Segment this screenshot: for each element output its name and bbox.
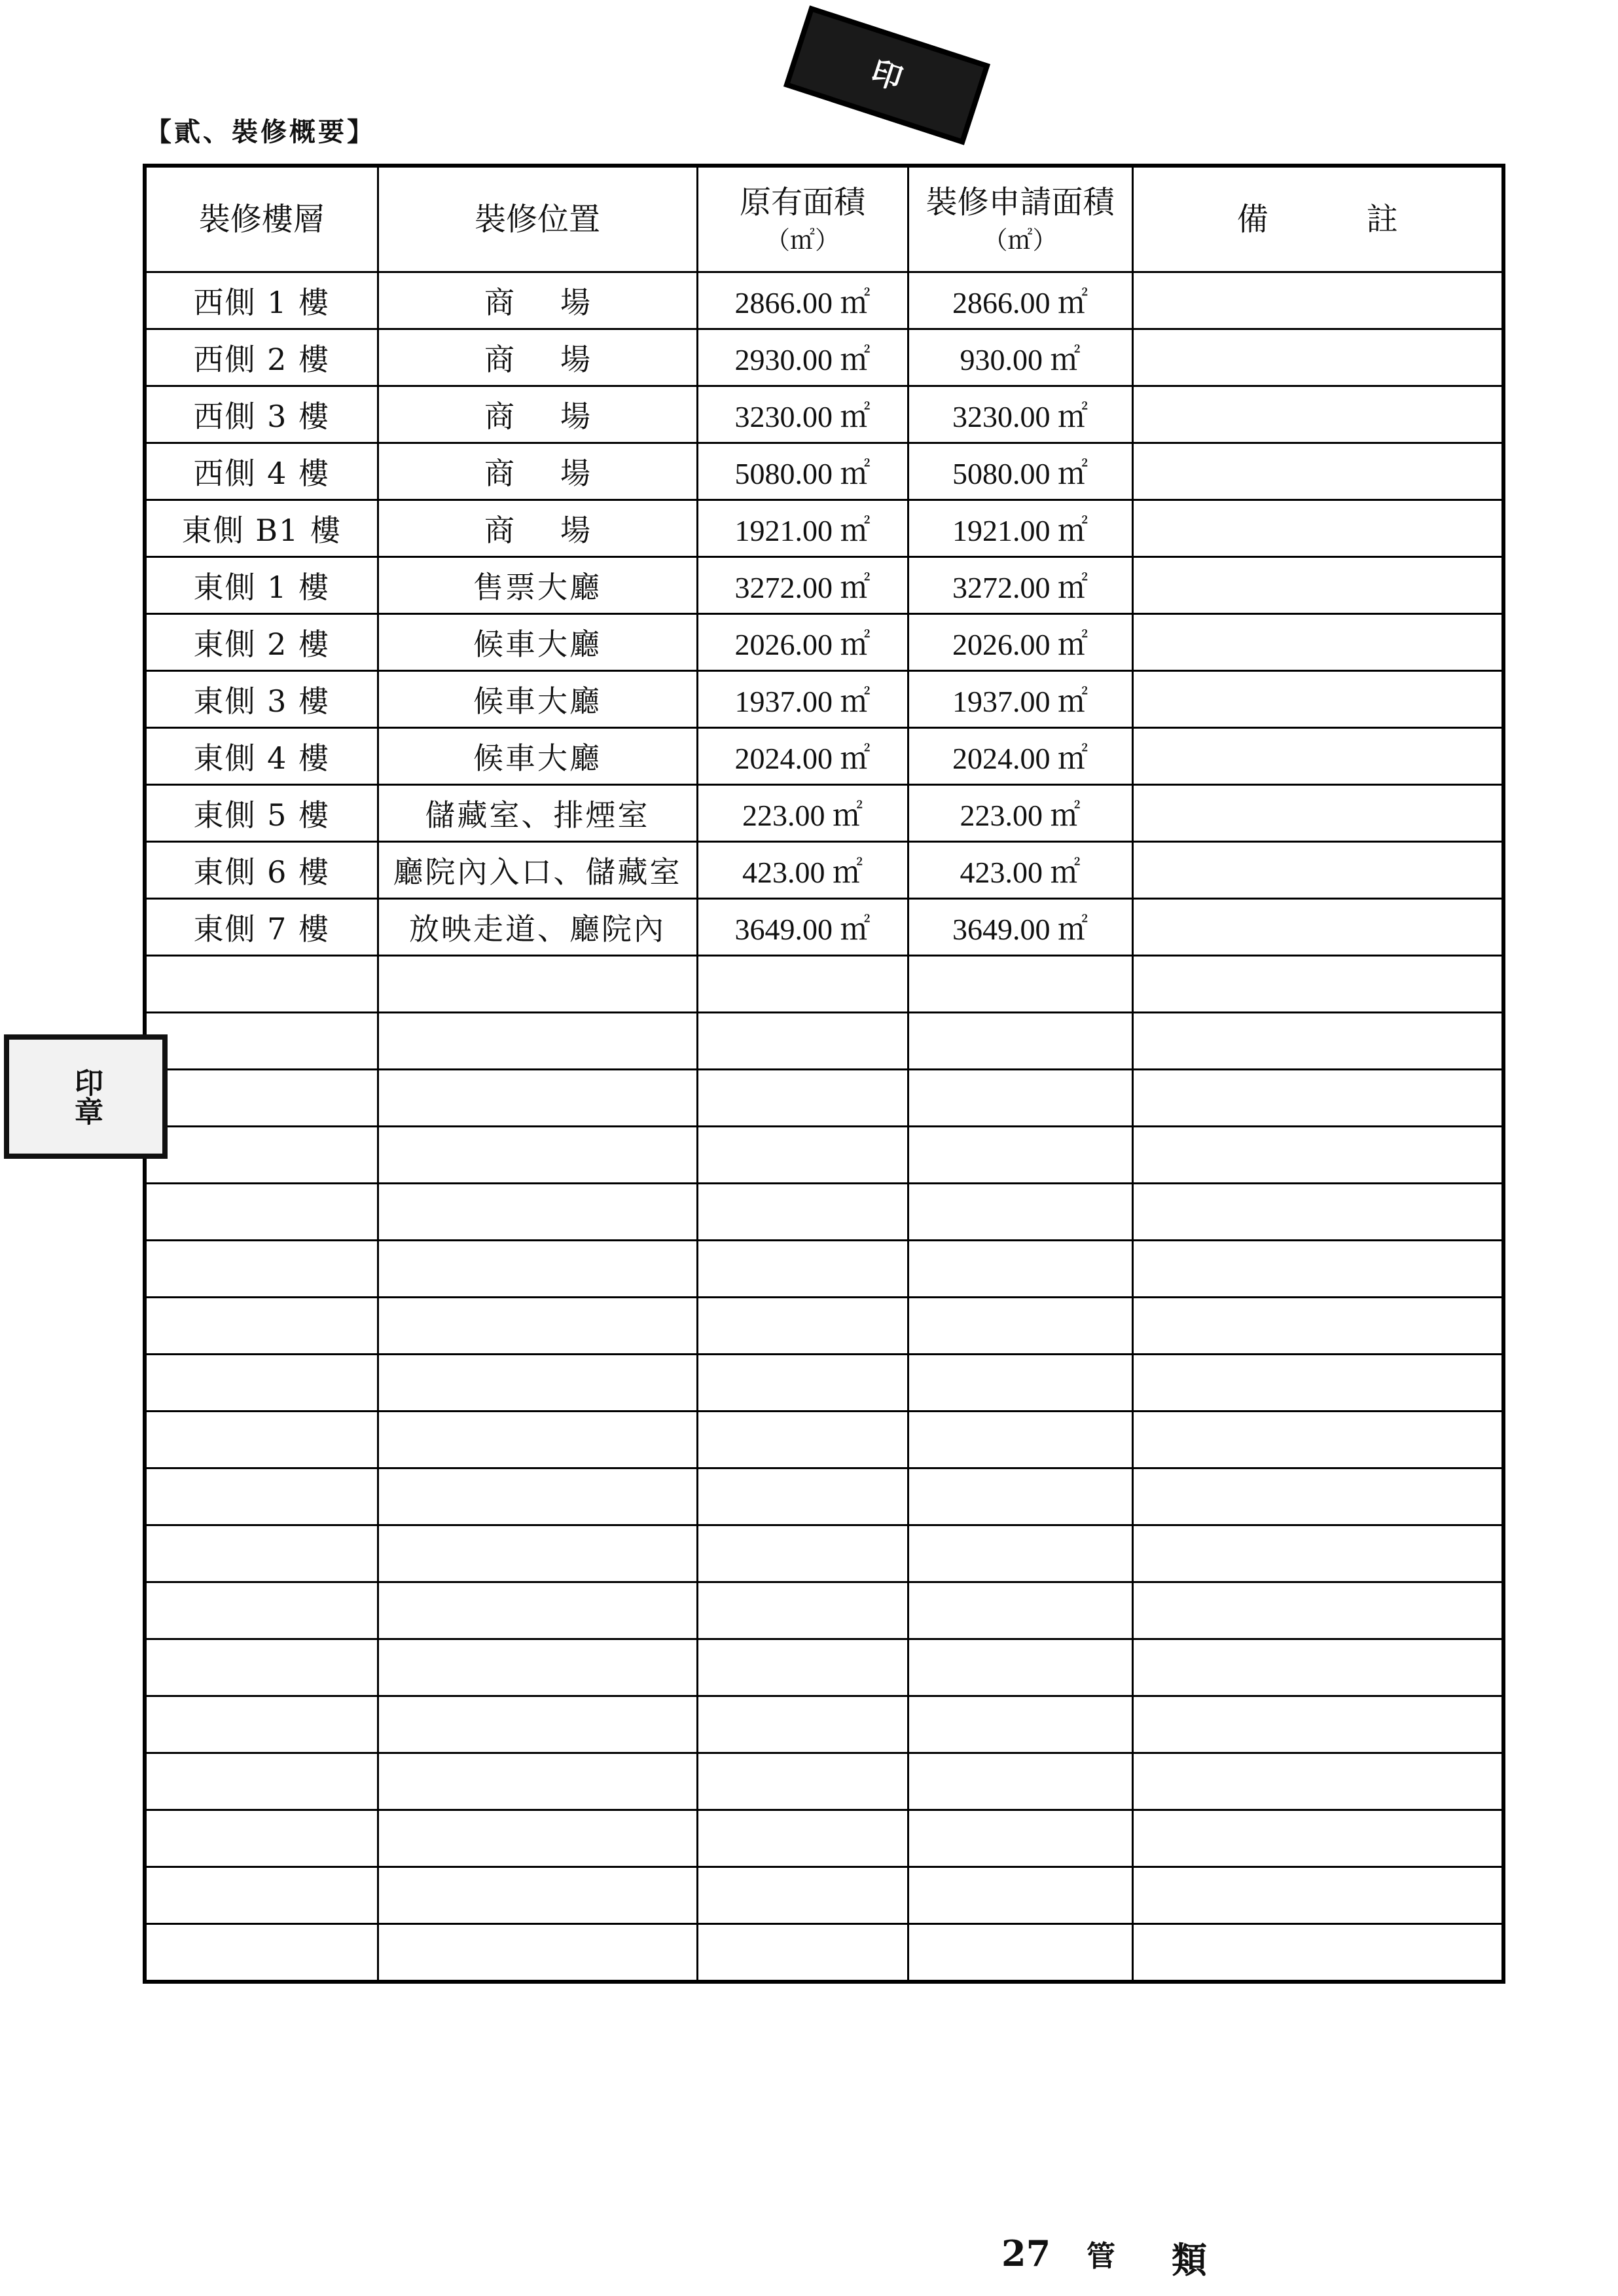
empty-cell [1132, 1696, 1503, 1753]
empty-cell [1132, 1924, 1503, 1982]
empty-cell [378, 956, 697, 1013]
table-row [145, 899, 1503, 956]
cell-location: 售票大廳 [378, 557, 697, 614]
empty-cell [908, 1127, 1132, 1184]
cell-floor: 東側 3 樓 [145, 671, 378, 728]
cell-note [1132, 671, 1503, 728]
empty-cell [378, 1867, 697, 1924]
cell-floor: 西側 3 樓 [145, 386, 378, 443]
cell-note [1132, 842, 1503, 899]
cell-applied-area: 1937.00 ㎡ [908, 671, 1132, 728]
empty-cell [1132, 1412, 1503, 1468]
cell-note [1132, 329, 1503, 386]
cell-location: 放映走道、廳院內 [378, 899, 697, 956]
empty-cell [1132, 1582, 1503, 1639]
cell-original-area: 1921.00 ㎡ [697, 500, 908, 557]
official-seal-left: 印章 [4, 1034, 168, 1159]
empty-cell [697, 1867, 908, 1924]
empty-cell [145, 956, 378, 1013]
empty-cell [378, 1184, 697, 1241]
cell-note [1132, 614, 1503, 671]
empty-cell [145, 1013, 378, 1070]
empty-cell [145, 1924, 378, 1982]
cell-location: 商場 [378, 500, 697, 557]
cell-note [1132, 728, 1503, 785]
table-row [145, 671, 1503, 728]
empty-cell [697, 1924, 908, 1982]
empty-cell [1132, 1127, 1503, 1184]
empty-table-row [145, 1810, 1503, 1867]
empty-cell [378, 1013, 697, 1070]
empty-cell [145, 1412, 378, 1468]
empty-cell [145, 1867, 378, 1924]
empty-cell [908, 1753, 1132, 1810]
cell-original-area: 423.00 ㎡ [697, 842, 908, 899]
cell-original-area: 2024.00 ㎡ [697, 728, 908, 785]
empty-cell [1132, 956, 1503, 1013]
table-row [145, 329, 1503, 386]
cell-location: 儲藏室、排煙室 [378, 785, 697, 842]
empty-cell [697, 1696, 908, 1753]
empty-cell [145, 1525, 378, 1582]
empty-cell [1132, 1070, 1503, 1127]
empty-cell [378, 1753, 697, 1810]
cell-original-area: 3272.00 ㎡ [697, 557, 908, 614]
empty-cell [378, 1810, 697, 1867]
empty-cell [908, 1184, 1132, 1241]
footer-mark-management: 管 [1087, 2240, 1115, 2273]
cell-floor: 東側 B1 樓 [145, 500, 378, 557]
empty-cell [145, 1070, 378, 1127]
page-number: 27 [1001, 2232, 1051, 2274]
cell-note [1132, 272, 1503, 329]
header-applied-area [908, 166, 1132, 272]
empty-cell [378, 1525, 697, 1582]
empty-cell [1132, 1810, 1503, 1867]
empty-cell [908, 1070, 1132, 1127]
cell-note [1132, 785, 1503, 842]
empty-cell [378, 1639, 697, 1696]
cell-original-area: 3230.00 ㎡ [697, 386, 908, 443]
empty-cell [145, 1298, 378, 1355]
cell-note [1132, 557, 1503, 614]
empty-cell [697, 1639, 908, 1696]
empty-cell [1132, 1468, 1503, 1525]
empty-table-row [145, 1412, 1503, 1468]
empty-cell [378, 1412, 697, 1468]
empty-cell [378, 1696, 697, 1753]
empty-cell [697, 1298, 908, 1355]
cell-location: 候車大廳 [378, 671, 697, 728]
empty-cell [1132, 1867, 1503, 1924]
empty-table-row [145, 1241, 1503, 1298]
header-floor: 裝修樓層 [145, 166, 378, 272]
cell-location: 商場 [378, 386, 697, 443]
cell-original-area: 3649.00 ㎡ [697, 899, 908, 956]
cell-applied-area: 223.00 ㎡ [908, 785, 1132, 842]
cell-floor: 西側 2 樓 [145, 329, 378, 386]
empty-cell [145, 1355, 378, 1412]
section-title: 【貳、裝修概要】 [145, 117, 376, 147]
cell-floor: 東側 7 樓 [145, 899, 378, 956]
empty-cell [908, 1525, 1132, 1582]
empty-cell [908, 1298, 1132, 1355]
footer-mark-category: 類 [1172, 2239, 1207, 2281]
table-row [145, 386, 1503, 443]
empty-cell [145, 1582, 378, 1639]
empty-cell [697, 1468, 908, 1525]
empty-cell [697, 1582, 908, 1639]
empty-table-row [145, 1582, 1503, 1639]
cell-applied-area: 2026.00 ㎡ [908, 614, 1132, 671]
empty-table-row [145, 1355, 1503, 1412]
empty-cell [908, 1013, 1132, 1070]
empty-cell [378, 1355, 697, 1412]
empty-cell [908, 1639, 1132, 1696]
cell-location: 廳院內入口、儲藏室 [378, 842, 697, 899]
empty-cell [1132, 1753, 1503, 1810]
empty-cell [697, 1525, 908, 1582]
table-row [145, 842, 1503, 899]
cell-floor: 東側 6 樓 [145, 842, 378, 899]
empty-table-row [145, 1013, 1503, 1070]
cell-applied-area: 423.00 ㎡ [908, 842, 1132, 899]
cell-location: 商場 [378, 443, 697, 500]
cell-floor: 西側 1 樓 [145, 272, 378, 329]
empty-cell [697, 1013, 908, 1070]
empty-cell [1132, 1241, 1503, 1298]
header-original-area-unit: （㎡） [764, 225, 840, 255]
empty-cell [145, 1468, 378, 1525]
cell-original-area: 2930.00 ㎡ [697, 329, 908, 386]
empty-table-row [145, 1696, 1503, 1753]
empty-cell [1132, 1184, 1503, 1241]
header-note: 備註 [1132, 166, 1503, 272]
cell-note [1132, 500, 1503, 557]
empty-cell [908, 1412, 1132, 1468]
cell-location: 商場 [378, 329, 697, 386]
empty-cell [697, 1753, 908, 1810]
table-header-row [145, 166, 1503, 272]
empty-cell [908, 1924, 1132, 1982]
empty-cell [378, 1298, 697, 1355]
empty-table-row [145, 1525, 1503, 1582]
cell-floor: 東側 4 樓 [145, 728, 378, 785]
empty-cell [697, 1355, 908, 1412]
empty-table-row [145, 1070, 1503, 1127]
empty-cell [378, 1241, 697, 1298]
empty-cell [378, 1127, 697, 1184]
cell-applied-area: 3649.00 ㎡ [908, 899, 1132, 956]
table-row [145, 614, 1503, 671]
empty-cell [908, 1810, 1132, 1867]
cell-applied-area: 1921.00 ㎡ [908, 500, 1132, 557]
empty-table-row [145, 1867, 1503, 1924]
empty-cell [908, 1468, 1132, 1525]
empty-cell [1132, 1013, 1503, 1070]
header-original-area-label: 原有面積 [739, 183, 865, 221]
cell-applied-area: 930.00 ㎡ [908, 329, 1132, 386]
cell-floor: 東側 5 樓 [145, 785, 378, 842]
table-body [145, 272, 1503, 1982]
empty-table-row [145, 1298, 1503, 1355]
renovation-summary-table [143, 164, 1505, 1984]
cell-original-area: 5080.00 ㎡ [697, 443, 908, 500]
empty-cell [145, 1639, 378, 1696]
header-applied-area-unit: （㎡） [982, 225, 1058, 255]
cell-original-area: 2026.00 ㎡ [697, 614, 908, 671]
table-row [145, 785, 1503, 842]
empty-cell [378, 1582, 697, 1639]
empty-cell [908, 1355, 1132, 1412]
empty-cell [908, 1696, 1132, 1753]
cell-applied-area: 5080.00 ㎡ [908, 443, 1132, 500]
empty-cell [1132, 1298, 1503, 1355]
cell-applied-area: 3230.00 ㎡ [908, 386, 1132, 443]
cell-original-area: 2866.00 ㎡ [697, 272, 908, 329]
empty-cell [908, 1867, 1132, 1924]
empty-cell [1132, 1639, 1503, 1696]
table-row [145, 500, 1503, 557]
table-row [145, 728, 1503, 785]
cell-floor: 西側 4 樓 [145, 443, 378, 500]
empty-table-row [145, 1184, 1503, 1241]
empty-cell [697, 1810, 908, 1867]
empty-cell [378, 1924, 697, 1982]
cell-original-area: 223.00 ㎡ [697, 785, 908, 842]
cell-floor: 東側 1 樓 [145, 557, 378, 614]
empty-cell [145, 1810, 378, 1867]
empty-cell [145, 1184, 378, 1241]
table-row [145, 557, 1503, 614]
cell-note [1132, 899, 1503, 956]
empty-cell [1132, 1355, 1503, 1412]
header-location: 裝修位置 [378, 166, 697, 272]
empty-cell [145, 1753, 378, 1810]
cell-location: 候車大廳 [378, 614, 697, 671]
empty-cell [145, 1127, 378, 1184]
cell-original-area: 1937.00 ㎡ [697, 671, 908, 728]
empty-table-row [145, 1753, 1503, 1810]
empty-cell [697, 1241, 908, 1298]
empty-cell [697, 956, 908, 1013]
empty-cell [697, 1184, 908, 1241]
empty-table-row [145, 956, 1503, 1013]
empty-table-row [145, 1639, 1503, 1696]
table-row [145, 272, 1503, 329]
empty-cell [908, 1241, 1132, 1298]
empty-table-row [145, 1924, 1503, 1982]
cell-floor: 東側 2 樓 [145, 614, 378, 671]
table-row [145, 443, 1503, 500]
empty-cell [145, 1696, 378, 1753]
cell-location: 候車大廳 [378, 728, 697, 785]
header-applied-area-label: 裝修申請面積 [926, 183, 1115, 221]
cell-applied-area: 2024.00 ㎡ [908, 728, 1132, 785]
empty-cell [697, 1127, 908, 1184]
empty-cell [378, 1468, 697, 1525]
cell-location: 商場 [378, 272, 697, 329]
empty-cell [697, 1412, 908, 1468]
cell-applied-area: 3272.00 ㎡ [908, 557, 1132, 614]
header-original-area [697, 166, 908, 272]
official-seal-top: 印 [783, 5, 990, 145]
empty-cell [1132, 1525, 1503, 1582]
empty-table-row [145, 1127, 1503, 1184]
empty-cell [908, 1582, 1132, 1639]
empty-table-row [145, 1468, 1503, 1525]
empty-cell [378, 1070, 697, 1127]
empty-cell [908, 956, 1132, 1013]
cell-note [1132, 386, 1503, 443]
cell-note [1132, 443, 1503, 500]
cell-applied-area: 2866.00 ㎡ [908, 272, 1132, 329]
empty-cell [145, 1241, 378, 1298]
empty-cell [697, 1070, 908, 1127]
